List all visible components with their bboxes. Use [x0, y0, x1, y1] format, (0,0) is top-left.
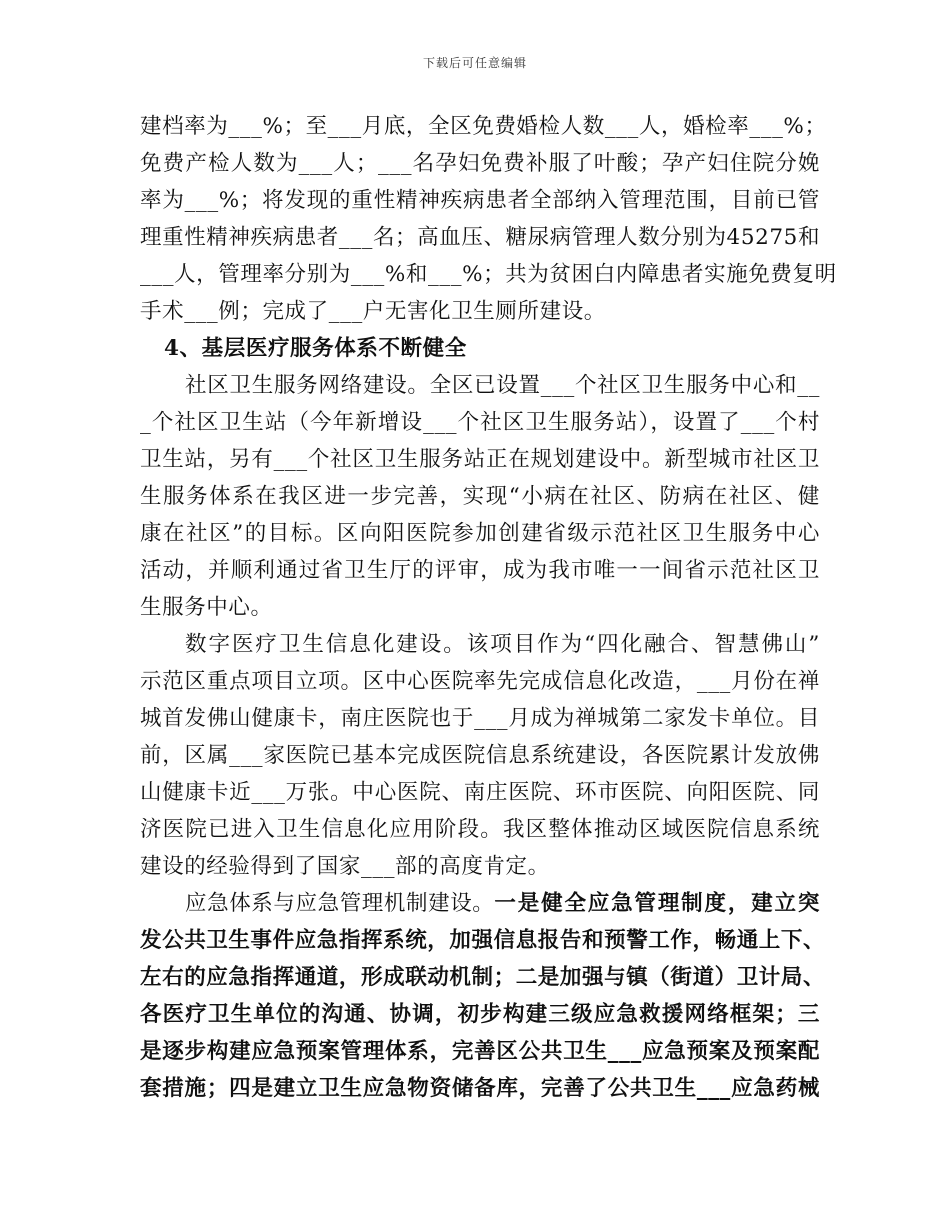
text-line: 社区卫生服务网络建设。全区已设置___个社区卫生服务中心和__ — [185, 373, 820, 398]
text-run-bold: 一是健全应急管理制度，建立突 — [494, 891, 820, 916]
document-body — [140, 108, 837, 1107]
text-line: ___人，管理率分别为___%和___%；共为贫困白内障患者实施免费复明 — [140, 262, 837, 287]
text-line: 建设的经验得到了国家___部的高度肯定。 — [140, 854, 550, 879]
page-header: 下载后可任意编辑 — [422, 56, 527, 70]
text-line-bold: 是逐步构建应急预案管理体系，完善区公共卫生___应急预案及预案配 — [140, 1039, 820, 1064]
text-run: 应急体系与应急管理机制建设。 — [185, 891, 495, 916]
text-line: 示范区重点项目立项。区中心医院率先完成信息化改造，___月份在禅 — [140, 669, 820, 694]
text-line: 活动，并顺利通过省卫生厅的评审，成为我市唯一一间省示范社区卫 — [140, 558, 820, 583]
text-line: 数字医疗卫生信息化建设。该项目作为“四化融合、智慧佛山” — [185, 632, 820, 657]
text-line: 手术___例；完成了___户无害化卫生厕所建设。 — [140, 299, 606, 324]
text-line: 生服务体系在我区进一步完善，实现“小病在社区、防病在社区、健 — [140, 484, 820, 509]
text-line-bold: 发公共卫生事件应急指挥系统，加强信息报告和预警工作，畅通上下、 — [140, 928, 826, 953]
text-line: 康在社区”的目标。区向阳医院参加创建省级示范社区卫生服务中心 — [140, 521, 820, 546]
text-line-bold: 左右的应急指挥通道，形成联动机制；二是加强与镇（街道）卫计局、 — [140, 965, 826, 990]
text-line: 城首发佛山健康卡，南庄医院也于___月成为禅城第二家发卡单位。目 — [140, 706, 820, 731]
text-line-bold: 各医疗卫生单位的沟通、协调，初步构建三级应急救援网络框架；三 — [140, 1002, 820, 1027]
text-line: 生服务中心。 — [140, 595, 273, 620]
text-line: 卫生站，另有___个社区卫生服务站正在规划建设中。新型城市社区卫 — [140, 447, 820, 472]
text-line: 济医院已进入卫生信息化应用阶段。我区整体推动区域医院信息系统 — [140, 817, 820, 842]
text-line: 建档率为___%；至___月底，全区免费婚检人数___人，婚检率___%； — [140, 114, 827, 139]
text-line: 率为___%；将发现的重性精神疾病患者全部纳入管理范围，目前已管 — [140, 188, 820, 213]
text-line: 理重性精神疾病患者___名；高血压、糖尿病管理人数分别为45275和 — [140, 225, 821, 250]
text-line-mixed — [140, 885, 820, 922]
text-line: 山健康卡近___万张。中心医院、南庄医院、环市医院、向阳医院、同 — [140, 780, 820, 805]
section-heading: 4、基层医疗服务体系不断健全 — [164, 336, 467, 361]
text-line: _个社区卫生站（今年新增设___个社区卫生服务站），设置了___个村 — [140, 410, 820, 435]
text-line: 免费产检人数为___人；___名孕妇免费补服了叶酸；孕产妇住院分娩 — [140, 151, 820, 176]
text-line-bold: 套措施；四是建立卫生应急物资储备库，完善了公共卫生___应急药械 — [140, 1076, 820, 1101]
text-line: 前，区属___家医院已基本完成医院信息系统建设，各医院累计发放佛 — [140, 743, 820, 768]
